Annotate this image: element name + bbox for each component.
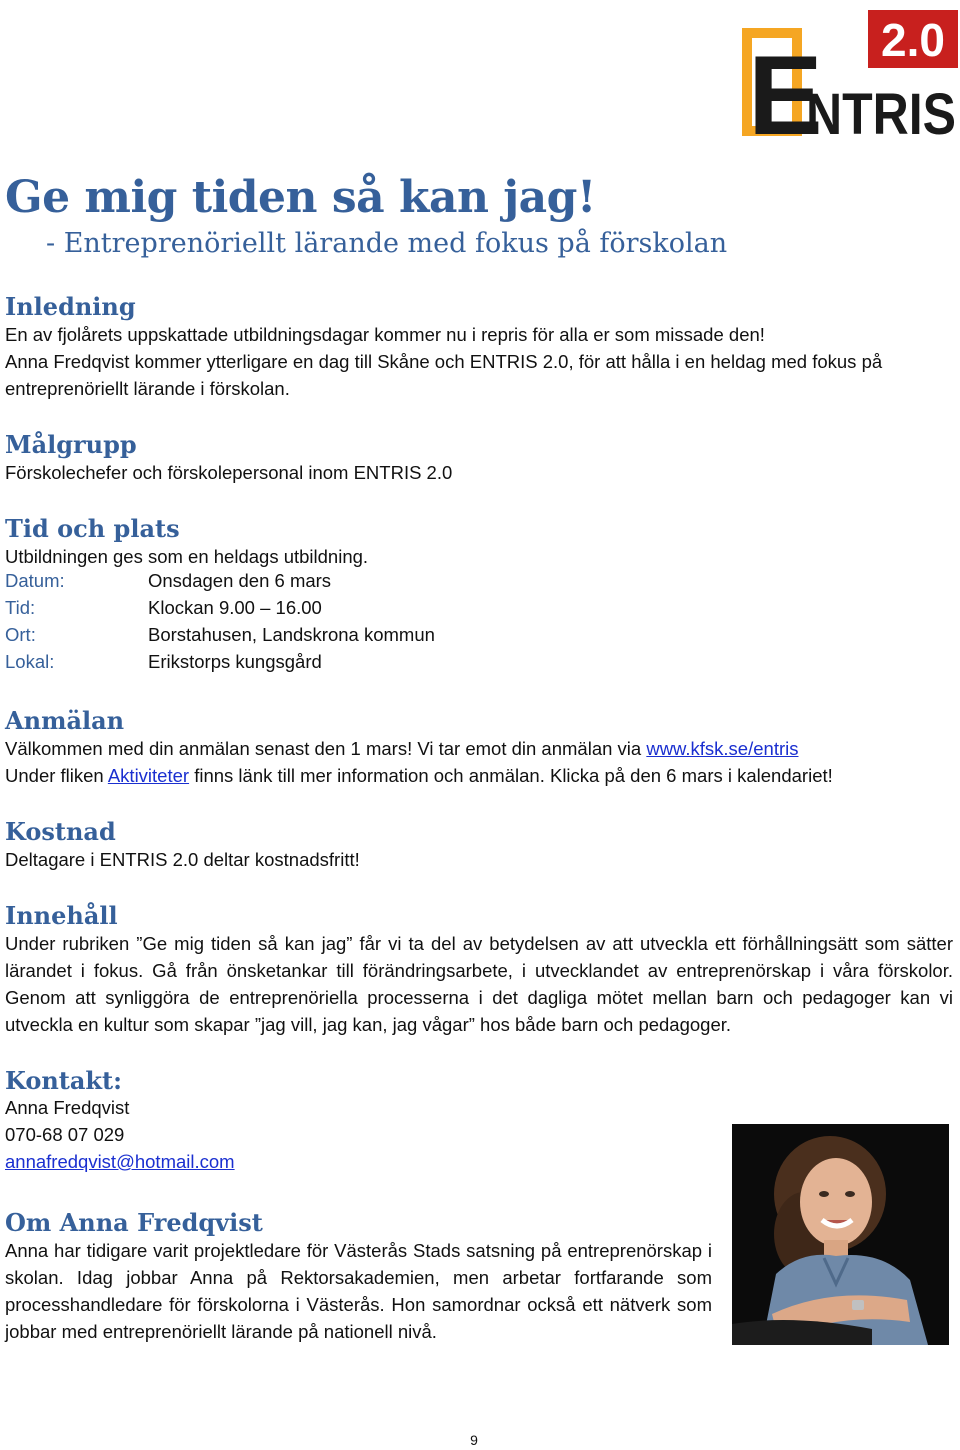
kfsk-entris-link[interactable]: www.kfsk.se/entris (646, 738, 799, 759)
anmalan-line2 (5, 762, 833, 789)
kontakt-name: Anna Fredqvist (5, 1097, 130, 1118)
label-ort: Ort: (5, 624, 36, 645)
kontakt-email-row (5, 1148, 235, 1175)
entris-logo (740, 8, 960, 140)
anmalan-line2-pre: Under fliken (5, 765, 108, 786)
heading-om-anna: Om Anna Fredqvist (5, 1208, 263, 1237)
svg-text:E: E (748, 33, 823, 140)
heading-malgrupp: Målgrupp (5, 430, 137, 459)
heading-anmalan: Anmälan (5, 706, 125, 735)
inledning-line3: entreprenöriellt lärande i förskolan. (5, 378, 290, 399)
value-lokal: Erikstorps kungsgård (148, 651, 322, 672)
inledning-line2: Anna Fredqvist kommer ytterligare en dag till Skåne och ENTRIS 2.0, för att hålla i en heldag med fokus på (5, 351, 883, 372)
anmalan-line1 (5, 735, 798, 762)
value-ort: Borstahusen, Landskrona kommun (148, 624, 435, 645)
heading-innehall: Innehåll (5, 901, 118, 930)
anmalan-line2-post: finns länk till mer information och anmälan. Klicka på den 6 mars i kalendariet! (189, 765, 833, 786)
label-lokal: Lokal: (5, 651, 55, 672)
page-subtitle: - Entreprenöriellt lärande med fokus på förskolan (46, 228, 728, 259)
label-tid: Tid: (5, 597, 36, 618)
heading-kostnad: Kostnad (5, 817, 116, 846)
svg-text:2.0: 2.0 (881, 14, 945, 66)
tid-intro: Utbildningen ges som en heldags utbildning. (5, 546, 369, 567)
anmalan-line1-text: Välkommen med din anmälan senast den 1 mars! Vi tar emot din anmälan via (5, 738, 647, 759)
heading-tid-och-plats: Tid och plats (5, 514, 180, 543)
value-datum: Onsdagen den 6 mars (148, 570, 332, 591)
email-link[interactable]: annafredqvist@hotmail.com (5, 1151, 235, 1172)
aktiviteter-link[interactable]: Aktiviteter (107, 765, 190, 786)
innehall-text: Under rubriken ”Ge mig tiden så kan jag” får vi ta del av betydelsen av att utveckla ett förhållningsätt som sätter lärandet i fokus. Gå från önsketankar till förändringsarbete, i utvecklandet av entreprenörskap i våra förskolor. Genom att synliggöra de entreprenöriella processerna i det dagliga mötet mellan barn och pedagoger kan vi utveckla en kultur som skapar ”jag vill, jag kan, jag vågar” hos både barn och pedagoger. (5, 933, 953, 1035)
value-tid: Klockan 9.00 – 16.00 (148, 597, 322, 618)
label-datum: Datum: (5, 570, 65, 591)
kontakt-phone: 070-68 07 029 (5, 1124, 125, 1145)
heading-kontakt: Kontakt: (5, 1066, 122, 1095)
kostnad-text: Deltagare i ENTRIS 2.0 deltar kostnadsfritt! (5, 849, 360, 870)
page-title: Ge mig tiden så kan jag! (5, 172, 596, 223)
heading-inledning: Inledning (5, 292, 136, 321)
portrait-image (732, 1124, 949, 1345)
inledning-line1: En av fjolårets uppskattade utbildningsdagar kommer nu i repris för alla er som missade den! (5, 324, 765, 345)
malgrupp-text: Förskolechefer och förskolepersonal inom ENTRIS 2.0 (5, 462, 453, 483)
page-number: 9 (470, 1432, 478, 1448)
om-anna-text: Anna har tidigare varit projektledare för Västerås Stads satsning på entreprenörskap i skolan. Idag jobbar Anna på Rektorsakademien, men arbetar fortfarande som processhandledare för förskolorna i Västerås. Hon samordnar också ett nätverk som jobbar med entreprenöriellt lärande på nationell nivå. (5, 1240, 712, 1342)
anna-fredqvist-photo (732, 1124, 949, 1345)
svg-text:NTRIS: NTRIS (806, 82, 956, 140)
